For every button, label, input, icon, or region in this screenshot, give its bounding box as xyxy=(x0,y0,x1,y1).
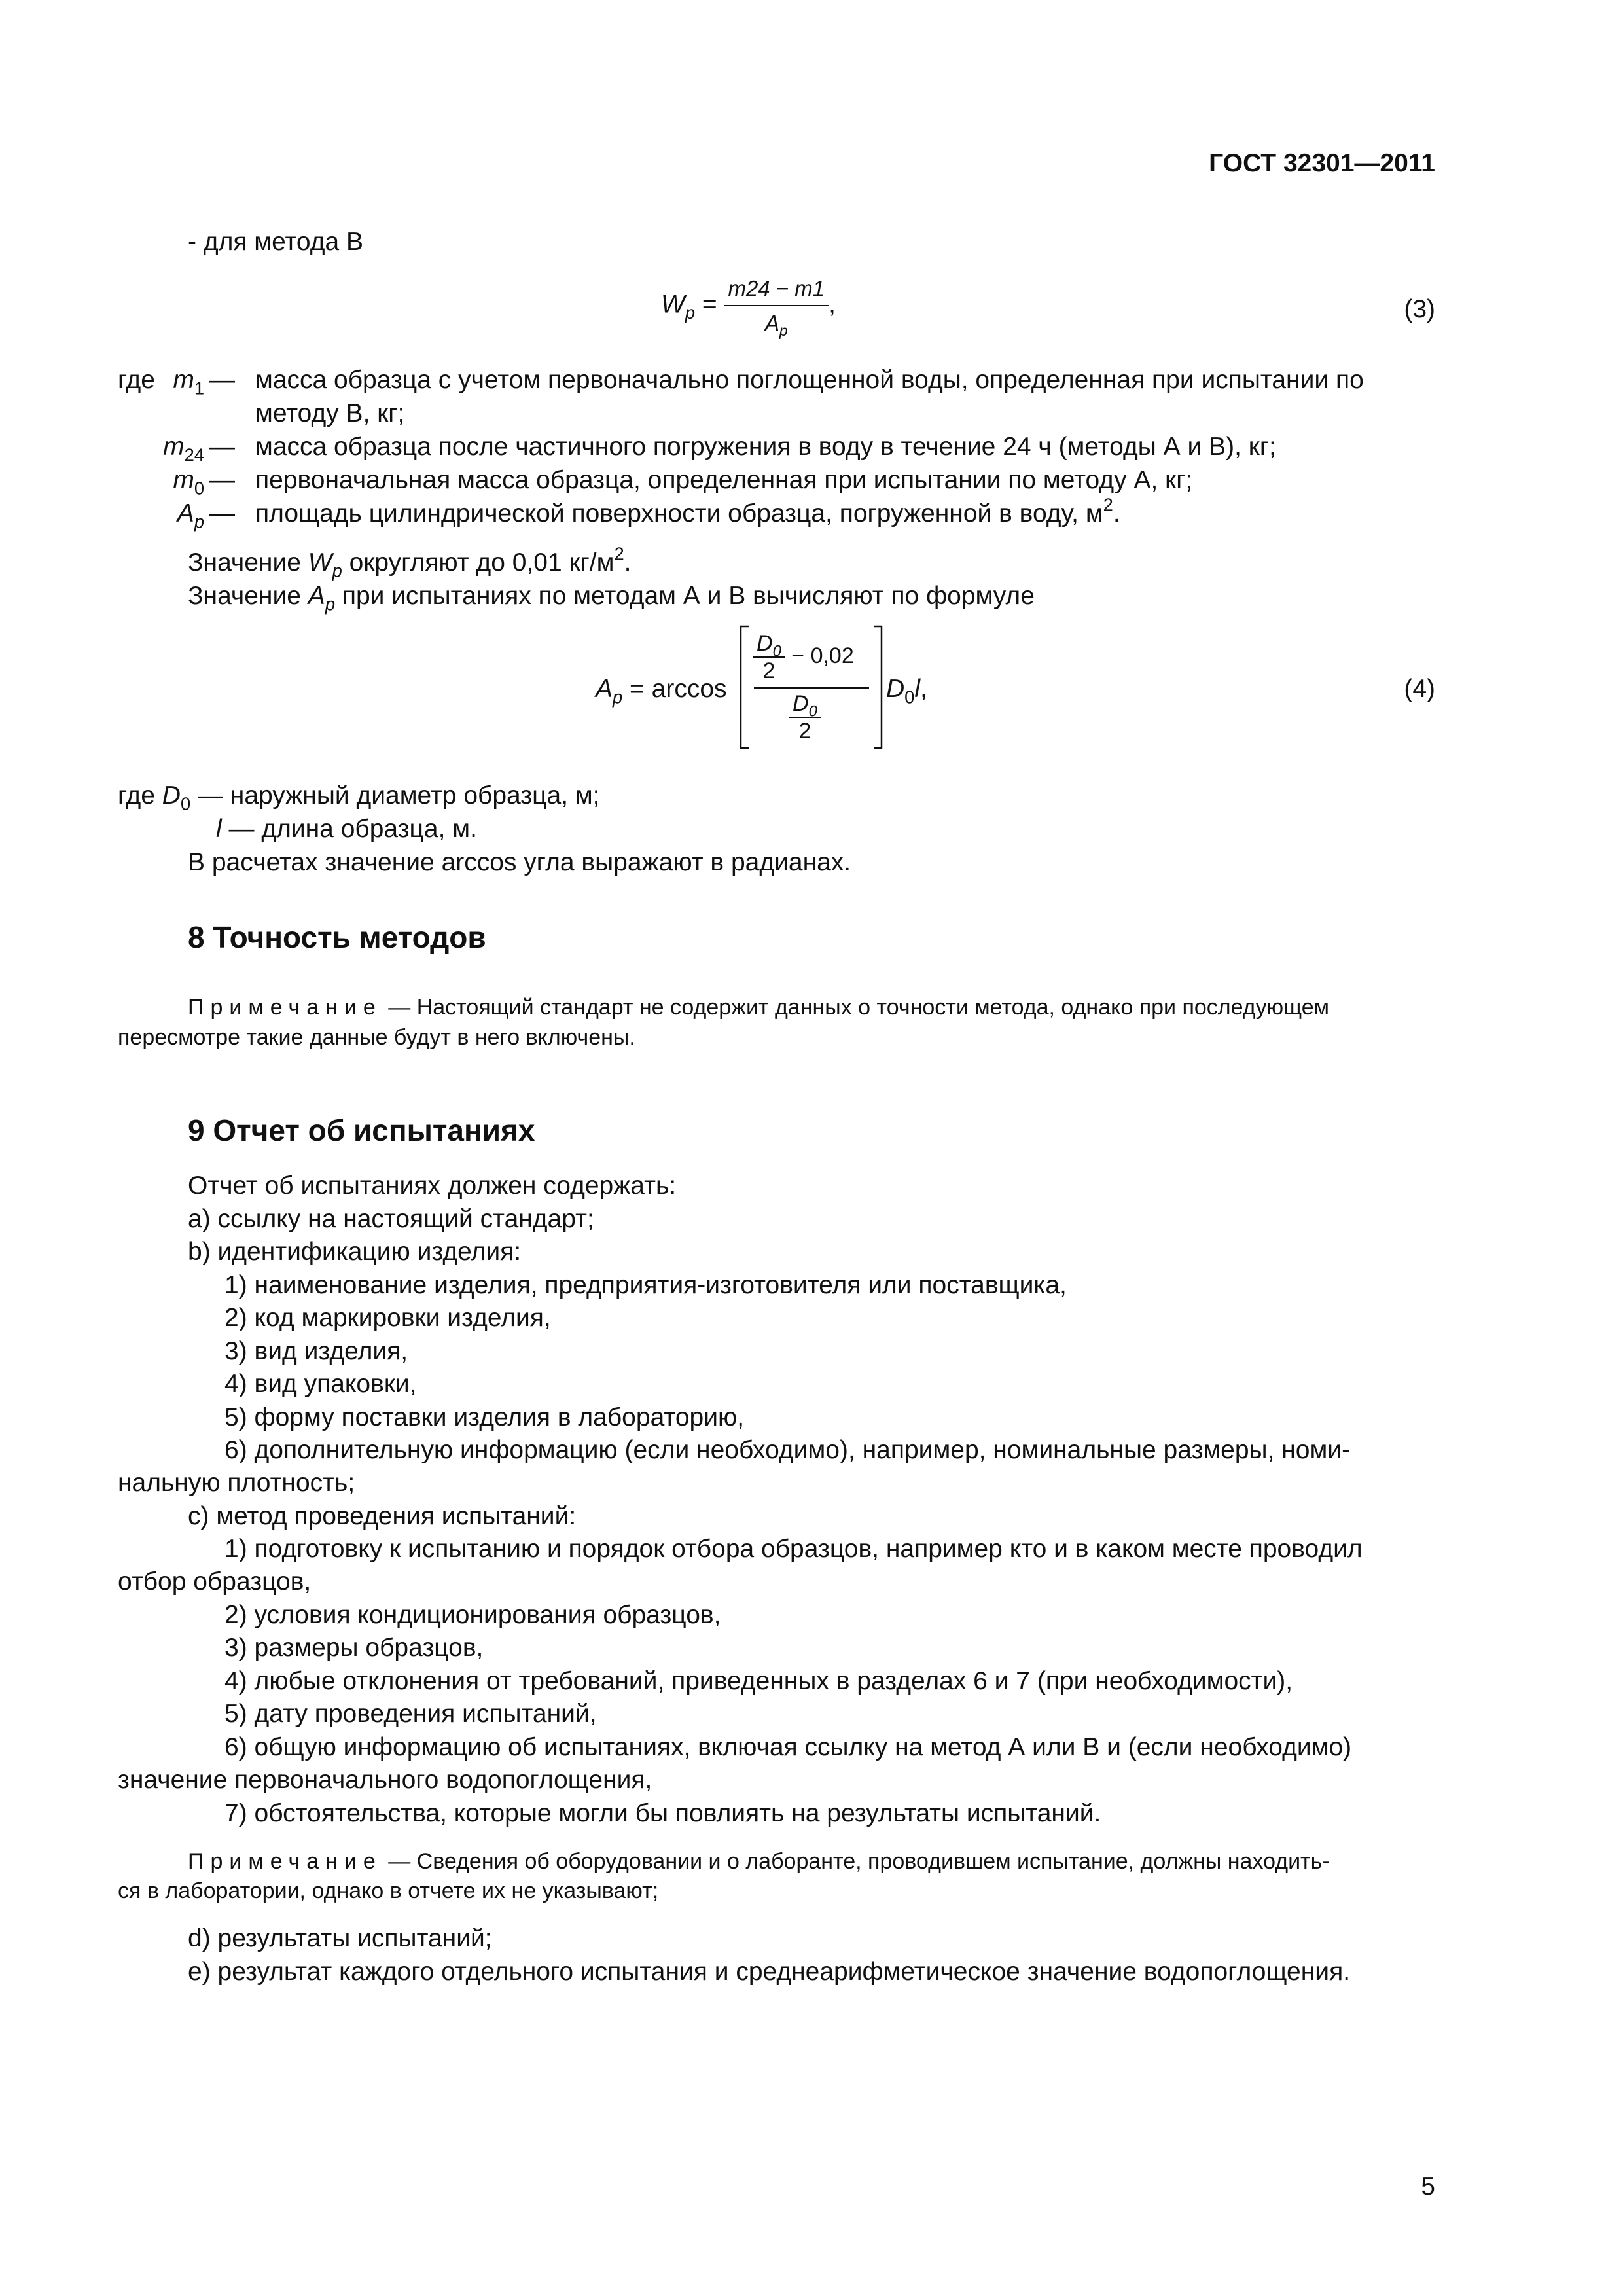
section-9-lead: Отчет об испытаниях должен содержать: xyxy=(188,1172,677,1200)
where1-sym-m0: $m_0$ xyxy=(173,466,204,499)
where1-sym-m24: $m_{24}$ xyxy=(163,433,204,465)
list-item: 3) вид изделия, xyxy=(224,1337,408,1365)
standard-id: ГОСТ 32301—2011 xyxy=(1209,149,1435,177)
where1-sym-ap: $A_p$ xyxy=(177,499,204,532)
section-8-note: Примечание — Настоящий стандарт не содержит данных о точности метода, однако при последующем xyxy=(188,995,1330,1020)
formula-4-number: (4) xyxy=(1404,675,1435,703)
list-item: 1) наименование изделия, предприятия-изготовителя или поставщика, xyxy=(224,1271,1067,1299)
section-8-note-cont: пересмотре такие данные будут в него включены. xyxy=(118,1025,635,1050)
where1-text-m24: масса образца после частичного погружения в воду в течение 24 ч (методы А и В), кг; xyxy=(255,433,1276,461)
list-item: 6) дополнительную информацию (если необходимо), например, номинальные размеры, номи- xyxy=(224,1436,1351,1464)
list-item-cont: нальную плотность; xyxy=(118,1469,355,1497)
formula-3-fraction xyxy=(724,272,829,340)
section-8-title: 8 Точность методов xyxy=(188,920,486,954)
list-item: 2) код маркировки изделия, xyxy=(224,1304,551,1332)
where1-sym-m1: $m_1$ xyxy=(173,366,204,399)
where1-text-m1-cont: методу В, кг; xyxy=(255,399,405,427)
list-item: 4) любые отклонения от требований, приведенных в разделах 6 и 7 (при необходимости), xyxy=(224,1667,1293,1695)
list-item: 7) обстоятельства, которые могли бы повлиять на результаты испытаний. xyxy=(224,1799,1101,1827)
where2-line1: где $D_0$ — наружный диаметр образца, м; xyxy=(118,781,600,814)
list-item: 3) размеры образцов, xyxy=(224,1634,484,1662)
formula-3-lhs: W xyxy=(661,290,685,319)
section-9-item-b: b) идентификацию изделия: xyxy=(188,1238,522,1266)
where1-dash-4: — xyxy=(209,499,235,528)
formula-3-tail: , xyxy=(829,290,836,319)
formula-3-den: $A_p$ xyxy=(764,311,788,340)
list-item: 1) подготовку к испытанию и порядок отбора образцов, например кто и в каком месте проводил xyxy=(224,1535,1363,1563)
formula-3-num: m24 − m1 xyxy=(724,272,829,306)
section-9-item-d: d) результаты испытаний; xyxy=(188,1924,492,1952)
formula-3 xyxy=(661,272,836,340)
round-note: Значение $W_p$ округляют до 0,01 $кг/м^2$. xyxy=(188,543,632,581)
list-item-cont: отбор образцов, xyxy=(118,1568,312,1596)
where1-text-ap: площадь цилиндрической поверхности образца, погруженной в воду, $м^2$. xyxy=(255,494,1120,528)
formula-3-eq: = xyxy=(702,290,717,319)
list-item: 6) общую информацию об испытаниях, включая ссылку на метод А или В и (если необходимо) xyxy=(224,1733,1352,1761)
where1-dash-3: — xyxy=(209,466,235,494)
where2-line2: l — длина образца, м. xyxy=(216,815,477,843)
page-number: 5 xyxy=(1421,2172,1435,2200)
section-9-item-c: c) метод проведения испытаний: xyxy=(188,1502,577,1530)
section-9-note-label: Примечание xyxy=(188,1849,382,1874)
where1-text-m1: масса образца с учетом первоначально поглощенной воды, определенная при испытании по xyxy=(255,366,1364,394)
section-9-item-e: e) результат каждого отдельного испытания и среднеарифметическое значение водопоглощения. xyxy=(188,1958,1351,1986)
formula-4-after: $D_0l$, xyxy=(886,675,927,708)
where1-dash-2: — xyxy=(209,433,235,461)
formula-4-lhs: $A_p = \arccos$ xyxy=(596,675,727,708)
formula-4-minus: − 0,02 xyxy=(791,643,854,668)
where1-dash-1: — xyxy=(209,366,235,394)
formula-4-inner-num-top: $\frac{D_0}{2}$ − 0,02 xyxy=(753,630,854,684)
formula-4-inner-den: $\frac{D_0}{2}$ xyxy=(789,691,821,744)
section-9-note: Примечание — Сведения об оборудовании и о лаборанте, проводившем испытание, должны находить- xyxy=(188,1849,1330,1874)
section-9-title: 9 Отчет об испытаниях xyxy=(188,1113,535,1147)
list-item: 4) вид упаковки, xyxy=(224,1370,417,1398)
section-9-note-cont: ся в лаборатории, однако в отчете их не указывают; xyxy=(118,1878,659,1903)
list-item-cont: значение первоначального водопоглощения, xyxy=(118,1766,652,1794)
section-8-note-label: Примечание xyxy=(188,995,382,1020)
formula-3-lhs-sub: p xyxy=(685,302,695,323)
where1-text-m0: первоначальная масса образца, определенная при испытании по методу А, кг; xyxy=(255,466,1193,494)
list-item: 2) условия кондиционирования образцов, xyxy=(224,1601,721,1629)
section-9-item-a: a) ссылку на настоящий стандарт; xyxy=(188,1205,594,1233)
calc-note: Значение $A_p$ при испытаниях по методам А и В вычисляют по формуле xyxy=(188,582,1035,615)
method-b-intro: - для метода В xyxy=(188,228,364,256)
where-lead: где xyxy=(118,366,155,394)
where2-line3: В расчетах значение arccos угла выражают в радианах. xyxy=(188,848,851,876)
list-item: 5) дату проведения испытаний, xyxy=(224,1700,597,1728)
list-item: 5) форму поставки изделия в лабораторию, xyxy=(224,1403,745,1431)
formula-3-number: (3) xyxy=(1404,295,1435,323)
